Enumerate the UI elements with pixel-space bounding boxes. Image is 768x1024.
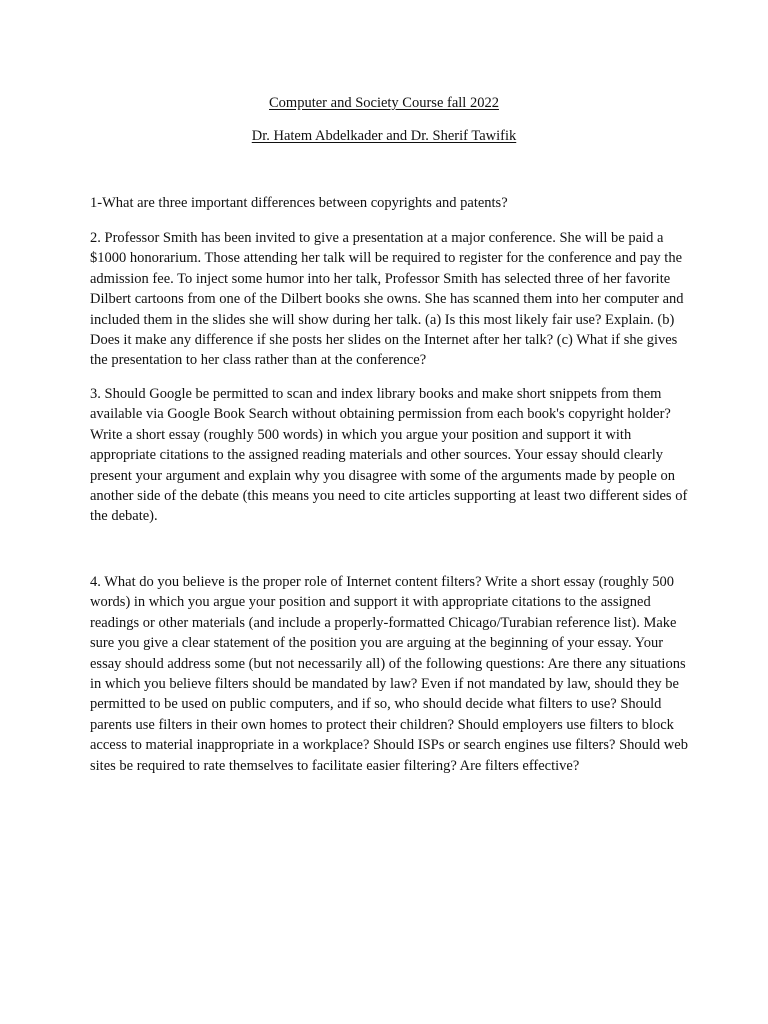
instructors-line: Dr. Hatem Abdelkader and Dr. Sherif Tawifik — [251, 128, 517, 144]
question-2: 2. Professor Smith has been invited to give a presentation at a major conference. She will be paid a $1000 honorarium. Those attending her talk will be required to register for the conference and pay the admission fee. To inject some humor into her talk, Professor Smith has selected three of her favorite Dilbert cartoons from one of the Dilbert books she owns. She has scanned them into her computer and included them in the slides she will show during her talk. (a) Is this most likely fair use? Explain. (b) Does it make any difference if she posts her slides on the Internet after her talk? (c) What if she gives the presentation to her class rather than at the conference? — [90, 230, 684, 369]
question-3: 3. Should Google be permitted to scan and index library books and make short snippets from them available via Google Book Search without obtaining permission from each book's copyright holder? Write a short essay (roughly 500 words) in which you argue your position and support it with appropriate citations to the assigned reading materials and other sources. Your essay should clearly present your argument and explain why you disagree with some of the arguments made by people on another side of the debate (this means you need to cite articles supporting at least two different sides of the debate). — [90, 386, 688, 525]
question-4: 4. What do you believe is the proper role of Internet content filters? Write a short essay (roughly 500 words) in which you argue your position and support it with appropriate citations to the assigned readings or other materials (and include a properly-formatted Chicago/Turabian reference list). Make sure you give a clear statement of the position you are arguing at the beginning of your essay. Your essay should address some (but not necessarily all) of the following questions: Are there any situations in which you believe filters should be mandated by law? Even if not mandated by law, should they be permitted to be used on public computers, and if so, who should decide what filters to use? Should parents use filters in their own homes to protect their children? Should employers use filters to block access to material inappropriate in a workplace? Should ISPs or search engines use filters? Should web sites be required to rate themselves to facilitate easier filtering? Are filters effective? — [90, 574, 688, 774]
course-title: Computer and Society Course fall 2022 — [269, 95, 499, 111]
question-1: 1-What are three important differences between copyrights and patents? — [90, 195, 508, 211]
